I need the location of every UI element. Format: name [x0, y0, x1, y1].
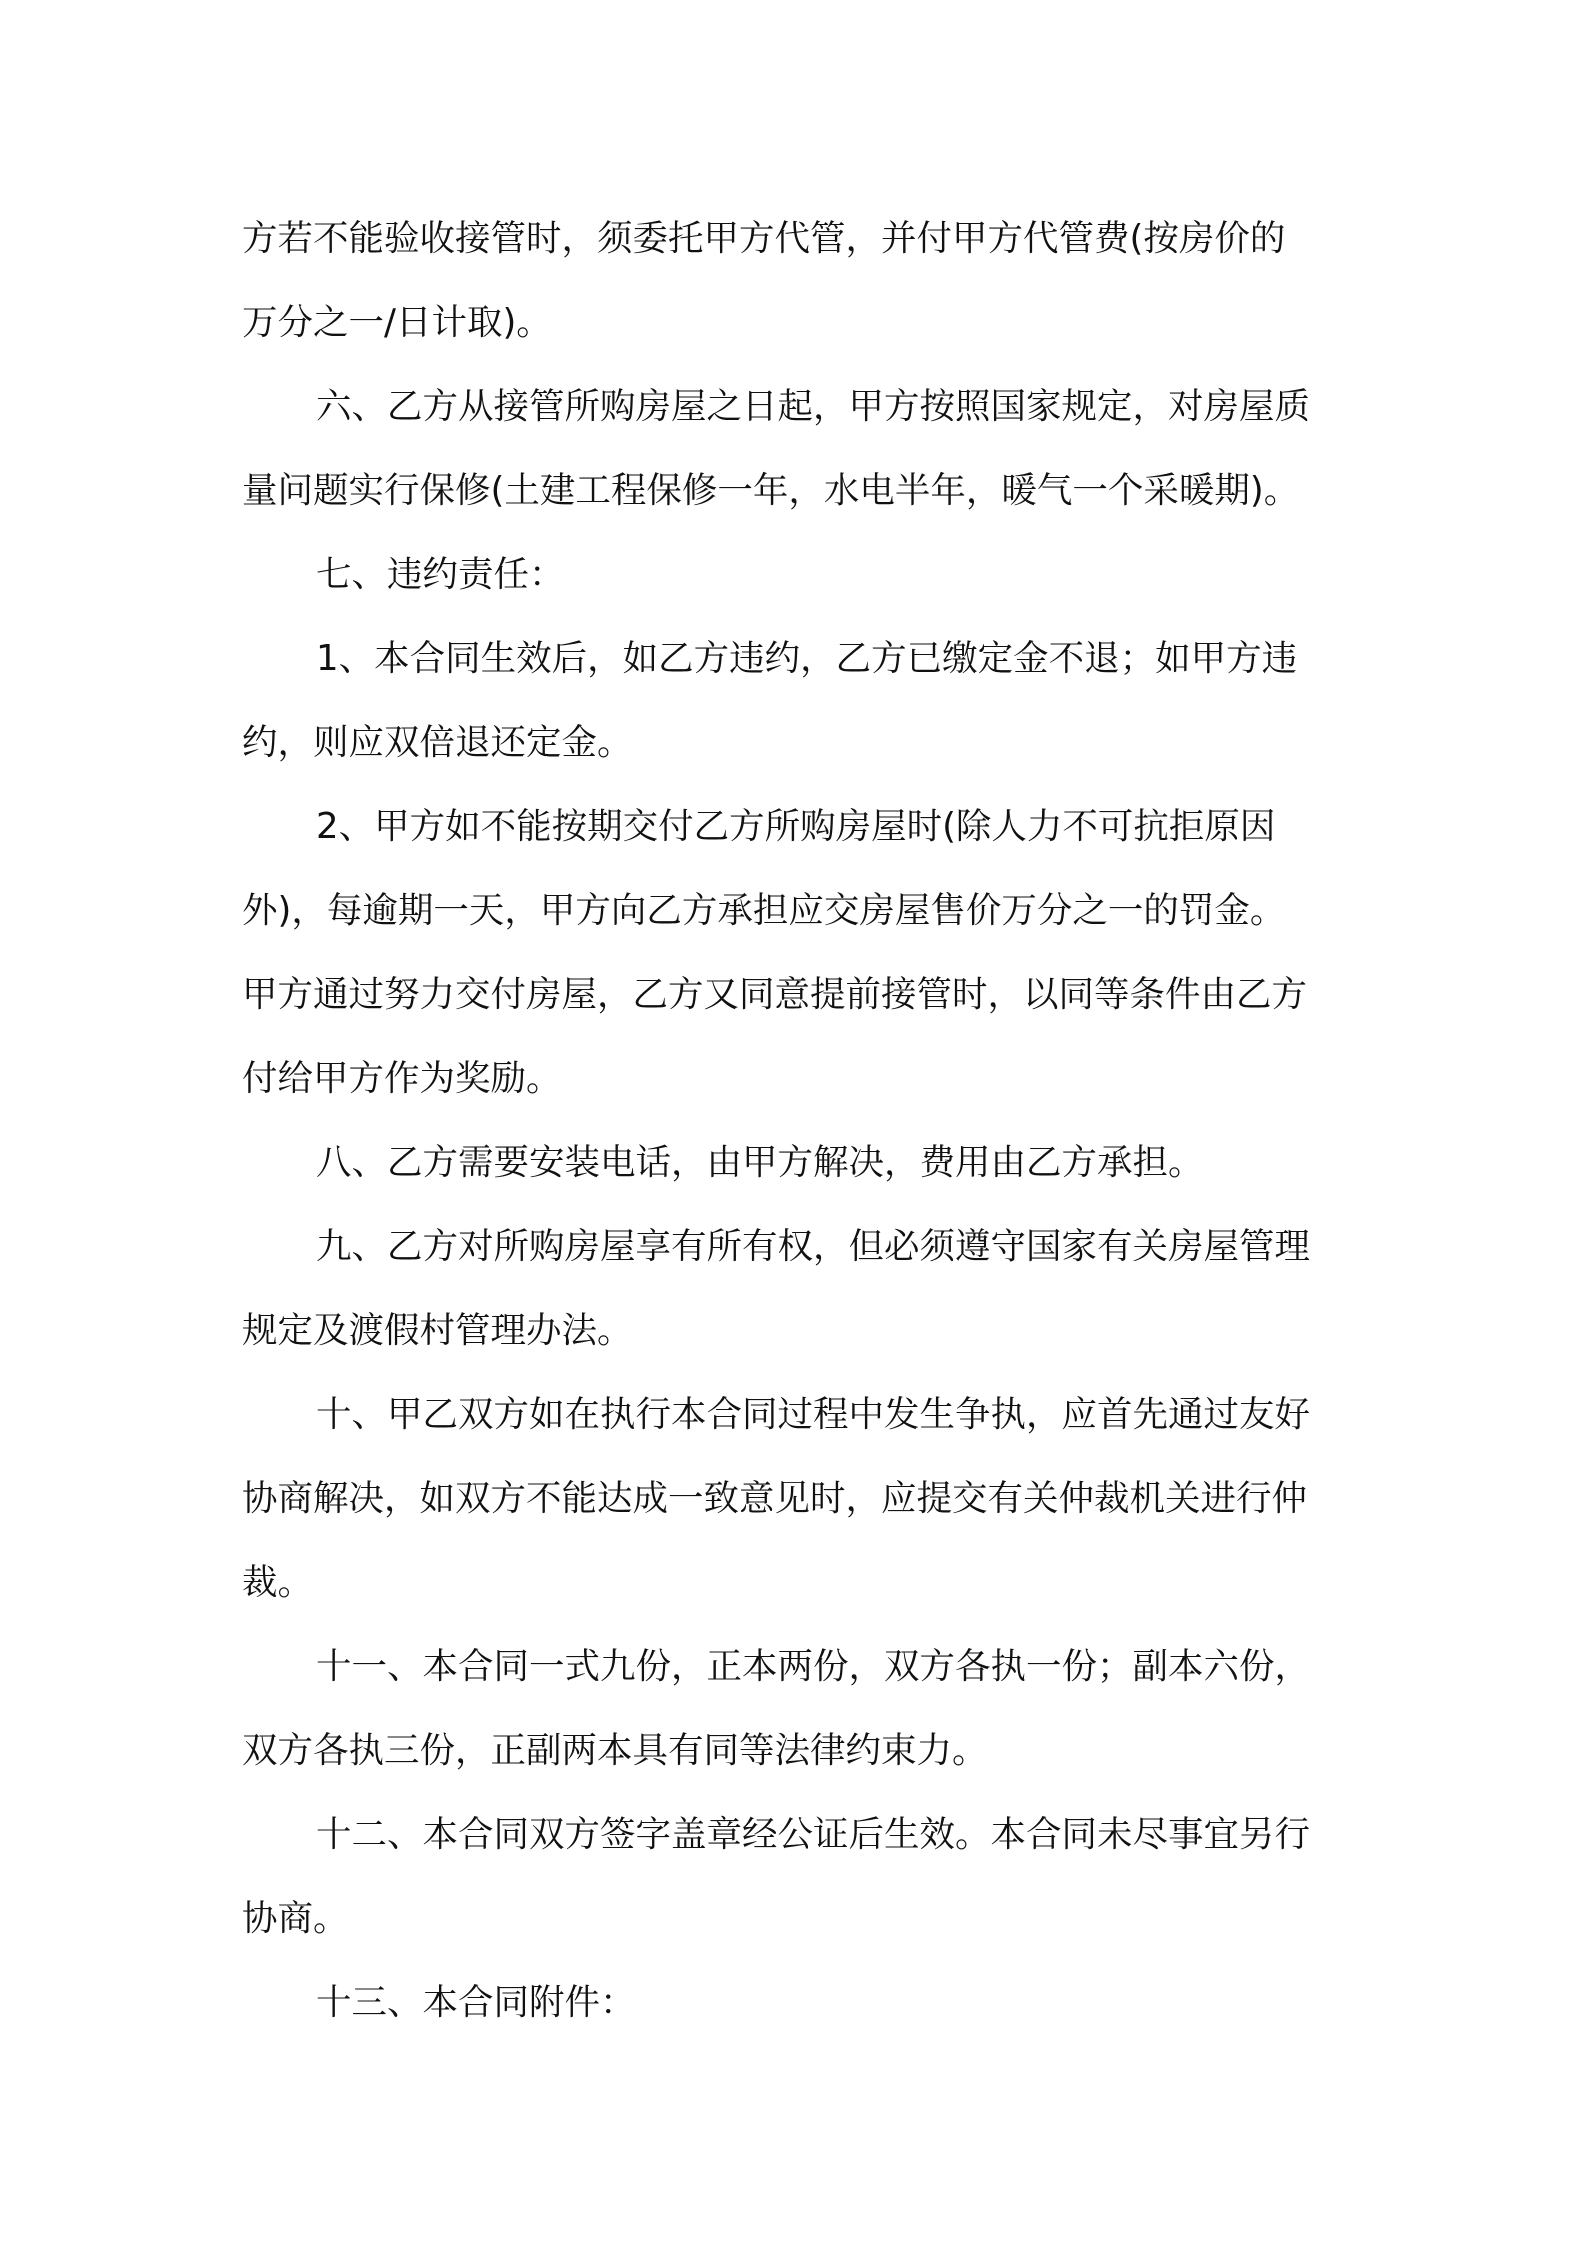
- text-line: 规定及渡假村管理办法。: [242, 1310, 633, 1351]
- text-line: 方若不能验收接管时，须委托甲方代管，并付甲方代管费(按房价的: [242, 218, 1286, 259]
- clause-12-line: 十二、本合同双方签字盖章经公证后生效。本合同未尽事宜另行: [316, 1814, 1311, 1855]
- clause-7-item-1: 1、本合同生效后，如乙方违约，乙方已缴定金不退；如甲方违: [316, 638, 1298, 679]
- text-line: 甲方通过努力交付房屋，乙方又同意提前接管时，以同等条件由乙方: [242, 974, 1308, 1015]
- clause-13-heading: 十三、本合同附件：: [316, 1982, 636, 2023]
- text-line: 协商。: [242, 1898, 349, 1939]
- text-line: 协商解决，如双方不能达成一致意见时，应提交有关仲裁机关进行仲: [242, 1478, 1308, 1519]
- clause-10-line: 十、甲乙双方如在执行本合同过程中发生争执，应首先通过友好: [316, 1394, 1311, 1435]
- text-line: 量问题实行保修(土建工程保修一年，水电半年，暖气一个采暖期)。: [242, 470, 1300, 511]
- text-line: 万分之一/日计取)。: [242, 302, 552, 343]
- text-line: 付给甲方作为奖励。: [242, 1058, 562, 1099]
- contract-text: [242, 197, 1352, 2045]
- text-line: 外)，每逾期一天，甲方向乙方承担应交房屋售价万分之一的罚金。: [242, 890, 1286, 931]
- text-line: 裁。: [242, 1562, 314, 1603]
- clause-8-line: 八、乙方需要安装电话，由甲方解决，费用由乙方承担。: [316, 1142, 1204, 1183]
- clause-6-line: 六、乙方从接管所购房屋之日起，甲方按照国家规定，对房屋质: [316, 386, 1311, 427]
- clause-7-item-2: 2、甲方如不能按期交付乙方所购房屋时(除人力不可抗拒原因: [316, 806, 1276, 847]
- clause-9-line: 九、乙方对所购房屋享有所有权，但必须遵守国家有关房屋管理: [316, 1226, 1311, 1267]
- text-line: 双方各执三份，正副两本具有同等法律约束力。: [242, 1730, 988, 1771]
- clause-7-heading: 七、违约责任：: [316, 554, 565, 595]
- clause-11-line: 十一、本合同一式九份，正本两份，双方各执一份；副本六份，: [316, 1646, 1311, 1687]
- text-line: 约，则应双倍退还定金。: [242, 722, 633, 763]
